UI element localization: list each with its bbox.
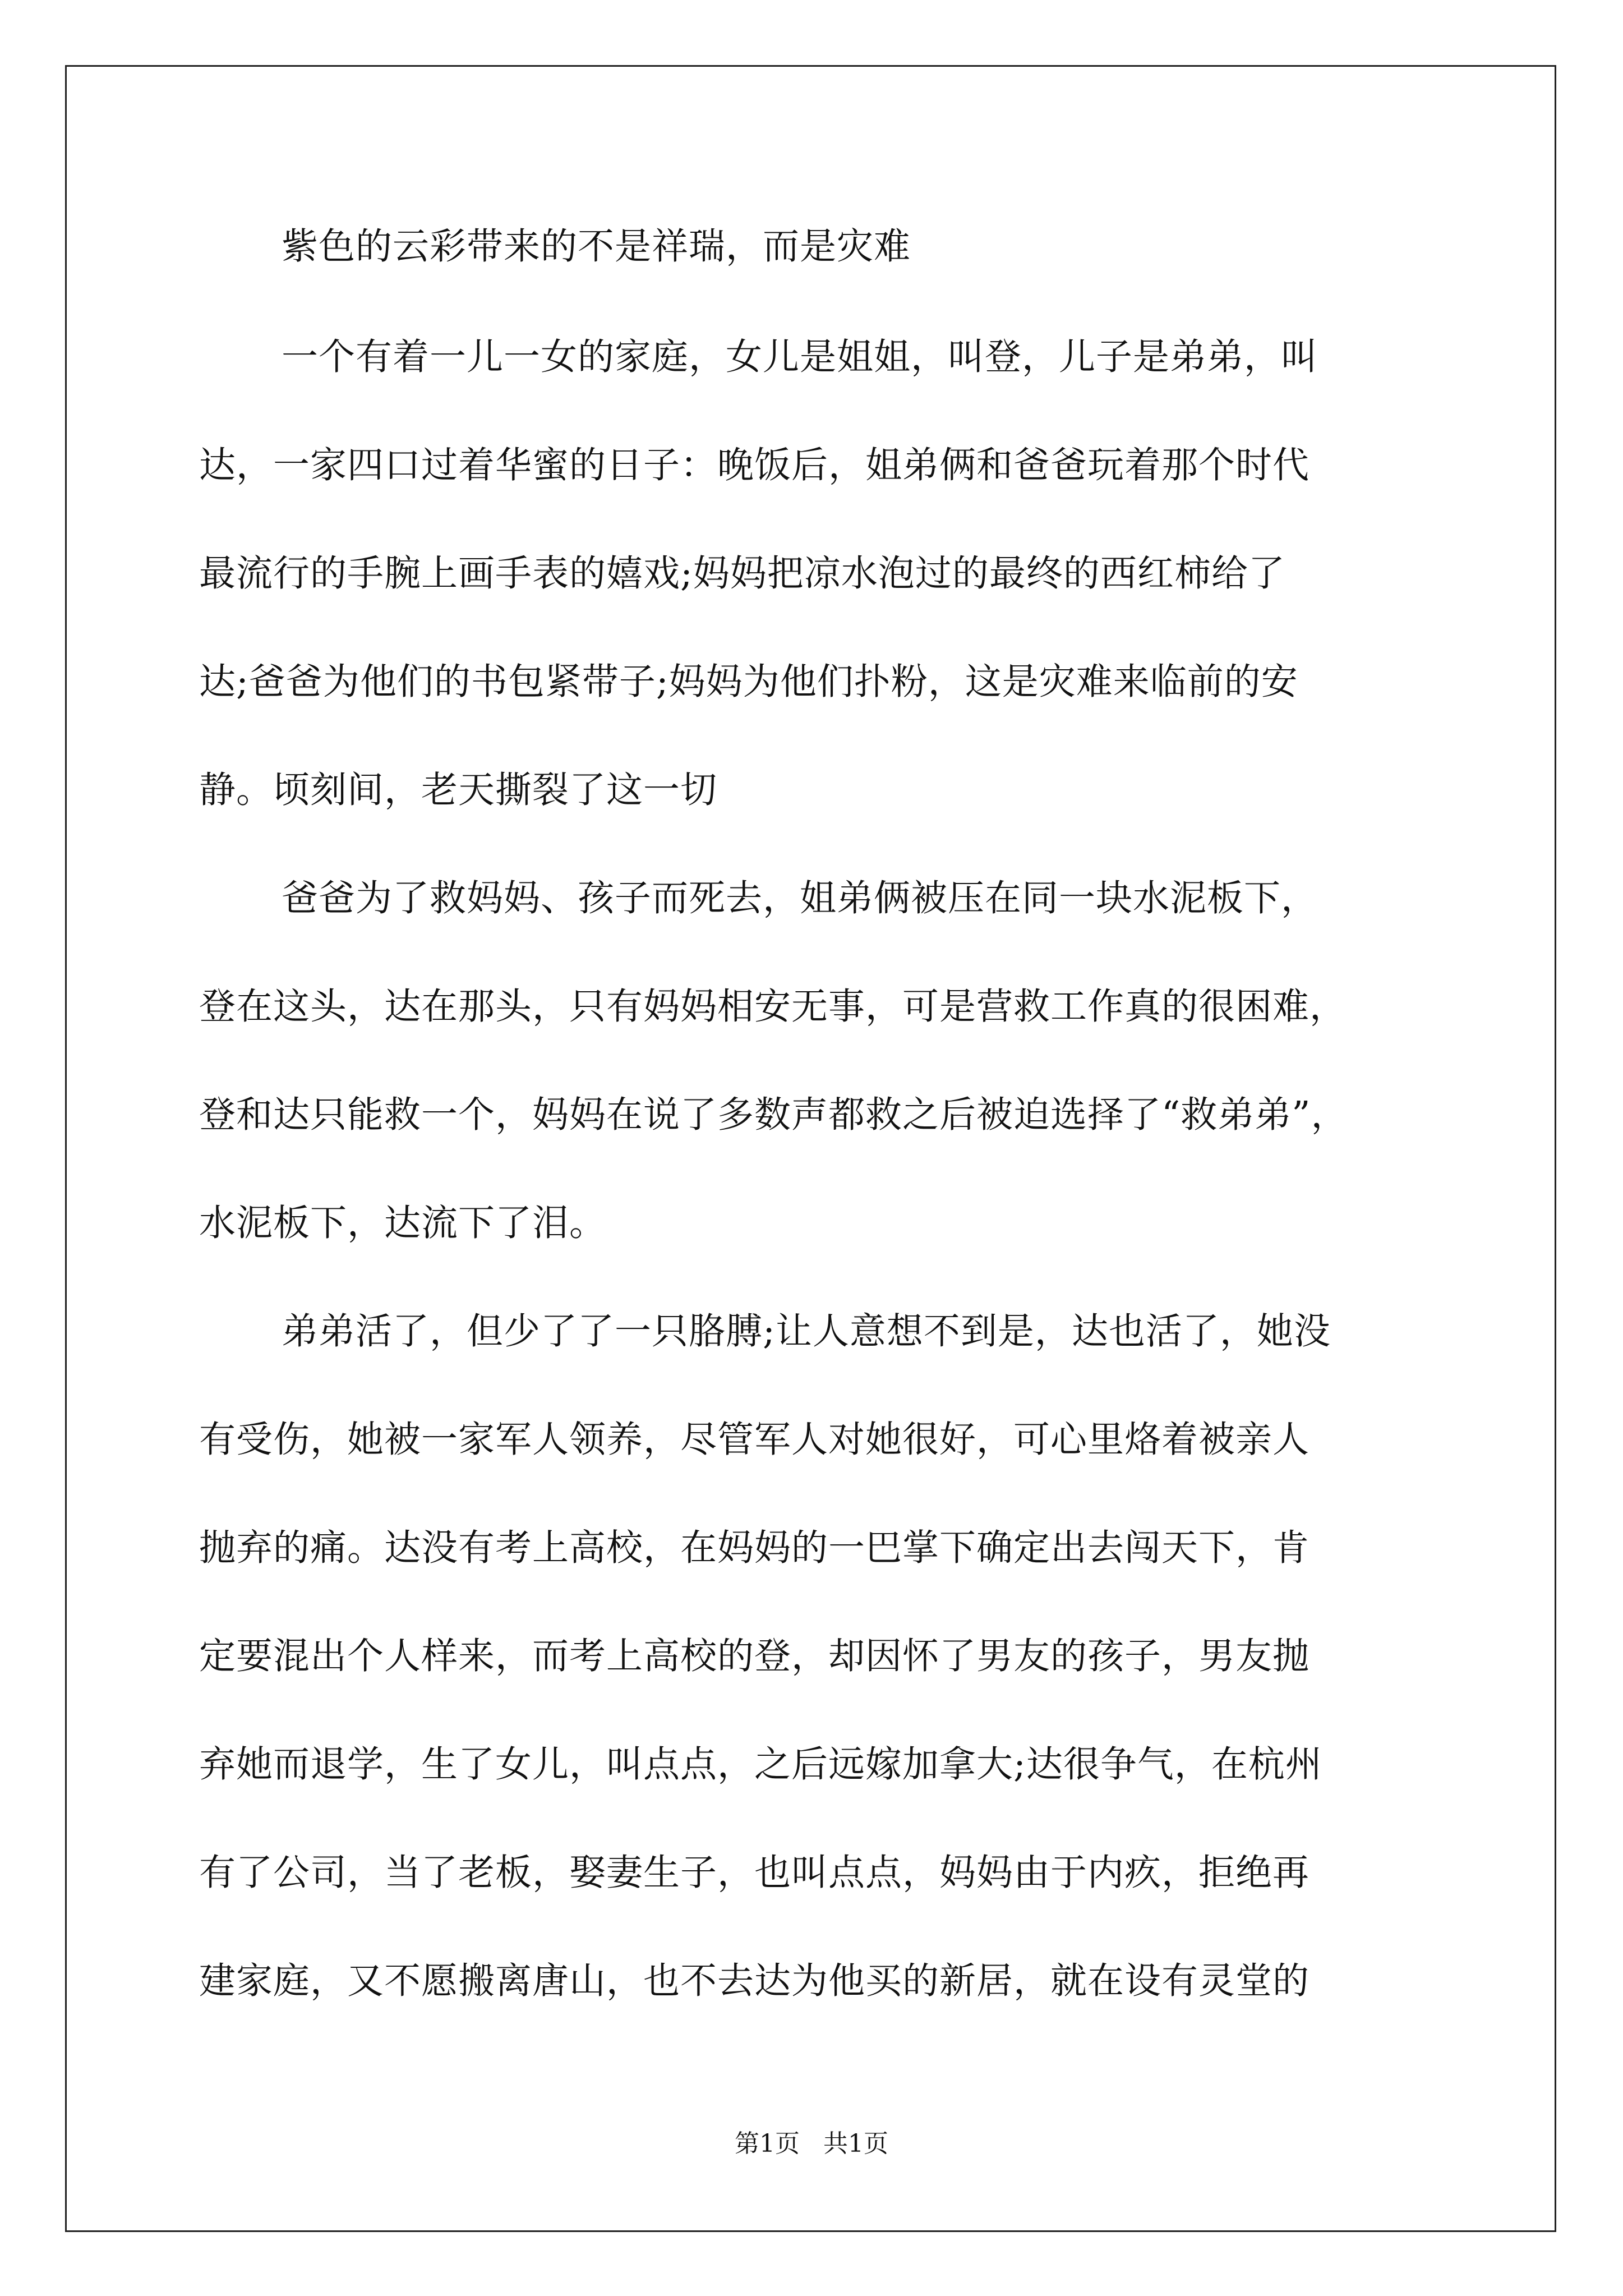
paragraph-3-line-2: 登在这头，达在那头，只有妈妈相安无事，可是营救工作真的很困难，	[199, 986, 1347, 1028]
paragraph-2-line-1: 一个有着一儿一女的家庭，女儿是姐姐，叫登，儿子是弟弟，叫	[282, 336, 1318, 378]
paragraph-4-line-5: 弃她而退学，生了女儿，叫点点，之后远嫁加拿大;达很争气，在杭州	[199, 1743, 1322, 1786]
paragraph-4-line-6: 有了公司，当了老板，娶妻生子，也叫点点，妈妈由于内疚，拒绝再	[199, 1852, 1310, 1894]
paragraph-3-line-4: 水泥板下，达流下了泪。	[199, 1202, 607, 1244]
paragraph-2-line-3: 最流行的手腕上画手表的嬉戏;妈妈把凉水泡过的最终的西红柿给了	[199, 553, 1285, 595]
paragraph-2-line-2: 达，一家四口过着华蜜的日子：晚饭后，姐弟俩和爸爸玩着那个时代	[199, 444, 1310, 486]
paragraph-4-line-3: 抛弃的痛。达没有考上高校，在妈妈的一巴掌下确定出去闯天下，肯	[199, 1527, 1310, 1569]
paragraph-3-line-3: 登和达只能救一个，妈妈在说了多数声都救之后被迫选择了“救弟弟”，	[199, 1094, 1348, 1136]
paragraph-4-line-7: 建家庭，又不愿搬离唐山，也不去达为他买的新居，就在设有灵堂的	[199, 1960, 1310, 2002]
page-number-footer: 第1页 共1页	[735, 2129, 888, 2158]
paragraph-2-line-4: 达;爸爸为他们的书包紧带子;妈妈为他们扑粉，这是灾难来临前的安	[199, 661, 1298, 703]
paragraph-4-line-4: 定要混出个人样来，而考上高校的登，却因怀了男友的孩子，男友抛	[199, 1635, 1310, 1677]
page-border	[65, 65, 1556, 2232]
paragraph-2-line-5: 静。顷刻间，老天撕裂了这一切	[199, 769, 718, 811]
paragraph-3-line-1: 爸爸为了救妈妈、孩子而死去，姐弟俩被压在同一块水泥板下，	[282, 877, 1318, 919]
paragraph-4-line-2: 有受伤，她被一家军人领养，尽管军人对她很好，可心里烙着被亲人	[199, 1419, 1310, 1461]
paragraph-4-line-1: 弟弟活了，但少了了一只胳膊;让人意想不到是，达也活了，她没	[282, 1310, 1331, 1352]
paragraph-1-line-1: 紫色的云彩带来的不是祥瑞，而是灾难	[282, 226, 911, 268]
